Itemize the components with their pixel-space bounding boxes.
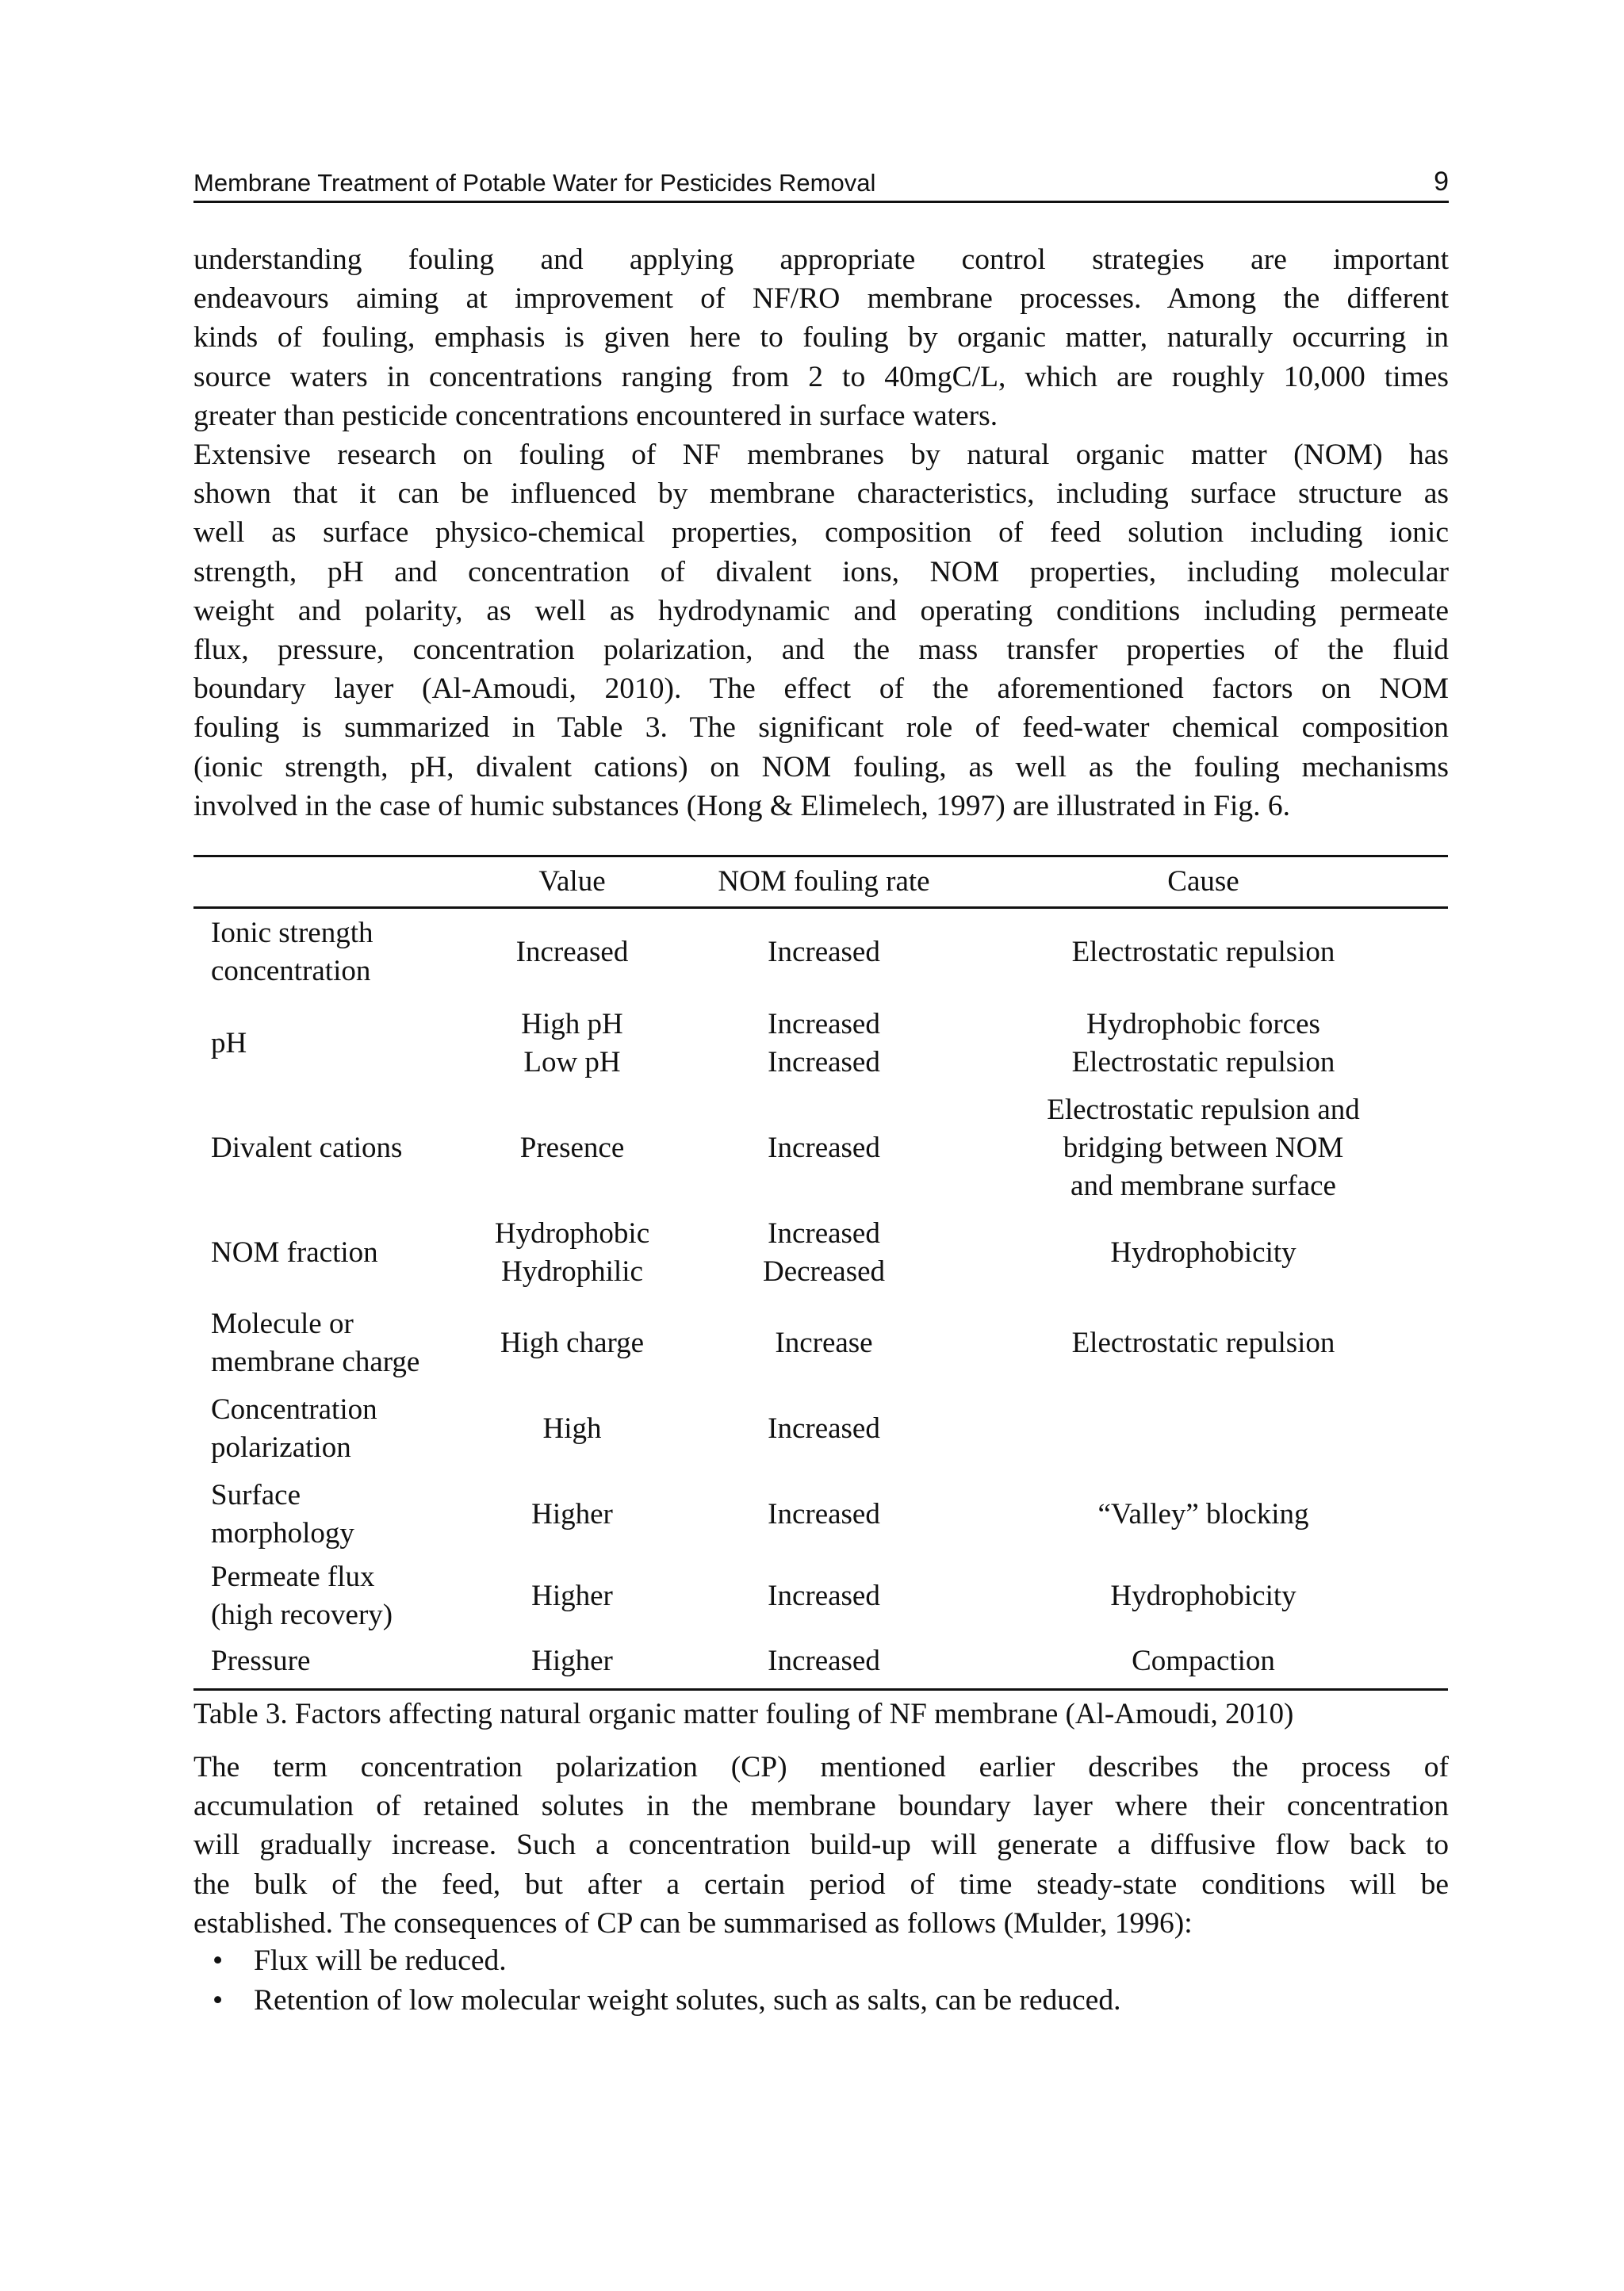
cell-text: Ionic strength concentration: [211, 916, 373, 987]
factor-cell: [193, 1558, 455, 1634]
table-cell: [959, 996, 1448, 1091]
table-cell: [455, 1558, 689, 1634]
text-line: (ionic strength, pH, divalent cations) on NOM fouling, as well as the fouling mechanisms: [193, 750, 1449, 783]
column-header: NOM fouling rate: [718, 865, 930, 898]
list-item-text: Flux will be reduced.: [254, 1944, 507, 1977]
cell-text: Increased Increased: [768, 1007, 880, 1078]
list-item-text: Retention of low molecular weight solutes, such as salts, can be reduced.: [254, 1984, 1121, 2017]
cell-text: Presence: [519, 1131, 625, 1164]
text-line: Extensive research on fouling of NF membranes by natural organic matter (NOM) has: [193, 439, 1449, 471]
cell-text: Increased: [768, 1412, 880, 1445]
cell-text: Concentration polarization: [211, 1393, 377, 1464]
paragraph-concentration-polarization: [193, 1748, 1449, 1943]
text-line: kinds of fouling, emphasis is given here to fouling by organic matter, naturally occurring in: [193, 321, 1449, 354]
text-line: will gradually increase. Such a concentration build-up will generate a diffusive flow back to: [193, 1829, 1449, 1862]
table-cell: [959, 1091, 1448, 1205]
list-item: [193, 1941, 1120, 1981]
running-header: [193, 164, 1449, 203]
table-cell: [455, 1386, 689, 1472]
cell-text: High: [542, 1412, 602, 1445]
table-cell: [689, 996, 959, 1091]
bullet-icon: •: [213, 1984, 224, 2017]
factor-cell: [193, 1386, 455, 1472]
text-line: shown that it can be influenced by membrane characteristics, including surface structure as: [193, 477, 1449, 511]
paragraph-nom-research: [193, 435, 1449, 826]
table-cell: [689, 1472, 959, 1558]
factor-cell: [193, 1205, 455, 1301]
cell-text: Electrostatic repulsion: [1071, 1327, 1335, 1359]
cell-text: Higher: [531, 1579, 613, 1612]
factor-cell: [193, 908, 455, 996]
cell-text: Increased: [515, 935, 629, 968]
cell-text: Higher: [531, 1498, 613, 1531]
table-row: [193, 1558, 1448, 1634]
text-line: weight and polarity, as well as hydrodynamic and operating conditions including permeate: [193, 594, 1449, 627]
text-line: involved in the case of humic substances (Hong & Elimelech, 1997) are illustrated in Fig. 6.: [193, 789, 1291, 822]
cell-text: Hydrophobic forces Electrostatic repulsion: [1071, 1007, 1335, 1078]
table-cell: [689, 1091, 959, 1205]
table-cell: [689, 1205, 959, 1301]
cell-text: Hydrophobicity: [1110, 1579, 1297, 1612]
text-line: understanding fouling and applying appropriate control strategies are important: [193, 243, 1449, 276]
table-header-row: [193, 856, 1448, 908]
consequences-list: [193, 1941, 1120, 2021]
factor-cell: [193, 1091, 455, 1205]
text-line: established. The consequences of CP can be summarised as follows (Mulder, 1996):: [193, 1906, 1193, 1940]
page-number: 9: [1434, 167, 1449, 197]
cell-text: Hydrophobic Hydrophilic: [494, 1217, 650, 1288]
table-cell: [959, 1472, 1448, 1558]
cell-text: High pH Low pH: [521, 1007, 623, 1078]
text-line: flux, pressure, concentration polarization, and the mass transfer properties of the fluid: [193, 633, 1449, 666]
table-row: [193, 1634, 1448, 1690]
table-row: [193, 1301, 1448, 1386]
text-line: well as surface physico-chemical properties, composition of feed solution including ionic: [193, 516, 1449, 550]
cell-text: Increased: [768, 1644, 880, 1677]
table-cell: [959, 1205, 1448, 1301]
cell-text: pH: [211, 1026, 247, 1059]
table-cell: [455, 1472, 689, 1558]
paragraph-fouling-intro: [193, 240, 1449, 435]
table-nom-fouling-factors: [193, 855, 1448, 1691]
cell-text: Electrostatic repulsion: [1071, 935, 1335, 968]
table-cell: [959, 908, 1448, 996]
bullet-icon: •: [213, 1944, 224, 1977]
table-cell: [455, 1634, 689, 1690]
table-cell: [455, 1091, 689, 1205]
table-row: [193, 1205, 1448, 1301]
factor-cell: [193, 1634, 455, 1690]
table-cell: [689, 1634, 959, 1690]
text-line: fouling is summarized in Table 3. The significant role of feed-water chemical composition: [193, 711, 1449, 745]
cell-text: Permeate flux (high recovery): [211, 1560, 393, 1631]
column-header: Value: [538, 865, 606, 898]
column-header: [193, 856, 455, 908]
cell-text: Increased: [768, 935, 880, 968]
table-cell: [689, 1386, 959, 1472]
factor-cell: [193, 996, 455, 1091]
factor-cell: [193, 1301, 455, 1386]
text-line: The term concentration polarization (CP) mentioned earlier describes the process of: [193, 1751, 1449, 1783]
table-row: [193, 1386, 1448, 1472]
cell-text: Increased: [768, 1579, 880, 1612]
list-item: [193, 1981, 1120, 2021]
factor-cell: [193, 1472, 455, 1558]
cell-text: Increase: [775, 1327, 873, 1359]
table-caption: Table 3. Factors affecting natural organic matter fouling of NF membrane (Al-Amoudi, 2010): [193, 1698, 1294, 1730]
table-cell: [959, 1301, 1448, 1386]
table-cell: [689, 1558, 959, 1634]
table-row: [193, 1472, 1448, 1558]
text-line: the bulk of the feed, but after a certain period of time steady-state conditions will be: [193, 1868, 1449, 1901]
table-cell: [455, 1301, 689, 1386]
cell-text: Higher: [531, 1644, 613, 1677]
cell-text: Increased: [768, 1498, 880, 1531]
cell-text: NOM fraction: [211, 1236, 378, 1269]
header-title: Membrane Treatment of Potable Water for Pesticides Removal: [193, 169, 876, 197]
column-header: Cause: [1167, 865, 1239, 898]
text-line: strength, pH and concentration of divalent ions, NOM properties, including molecular: [193, 555, 1449, 588]
cell-text: High charge: [500, 1327, 645, 1359]
table-row: [193, 908, 1448, 996]
text-line: greater than pesticide concentrations encountered in surface waters.: [193, 399, 998, 432]
table-cell: [959, 1386, 1448, 1472]
cell-text: Pressure: [211, 1644, 311, 1677]
table-cell: [455, 908, 689, 996]
cell-text: Compaction: [1132, 1644, 1275, 1677]
text-line: boundary layer (Al-Amoudi, 2010). The effect of the aforementioned factors on NOM: [193, 672, 1449, 706]
table-cell: [689, 908, 959, 996]
cell-text: Molecule or membrane charge: [211, 1308, 420, 1378]
table-cell: [689, 1301, 959, 1386]
cell-text: “Valley” blocking: [1097, 1498, 1309, 1531]
table-row: [193, 996, 1448, 1091]
cell-text: Surface morphology: [211, 1479, 354, 1550]
text-line: accumulation of retained solutes in the membrane boundary layer where their concentration: [193, 1790, 1449, 1823]
cell-text: Increased: [768, 1131, 880, 1164]
cell-text: Electrostatic repulsion and bridging between NOM and membrane surface: [1047, 1093, 1360, 1202]
table-row: [193, 1091, 1448, 1205]
table-cell: [455, 996, 689, 1091]
text-line: endeavours aiming at improvement of NF/RO membrane processes. Among the different: [193, 282, 1449, 316]
table-cell: [455, 1205, 689, 1301]
table-cell: [959, 1558, 1448, 1634]
cell-text: Hydrophobicity: [1110, 1236, 1297, 1269]
cell-text: Increased Decreased: [762, 1217, 886, 1288]
text-line: source waters in concentrations ranging from 2 to 40mgC/L, which are roughly 10,000 times: [193, 360, 1449, 393]
table-cell: [959, 1634, 1448, 1690]
cell-text: Divalent cations: [211, 1131, 403, 1164]
